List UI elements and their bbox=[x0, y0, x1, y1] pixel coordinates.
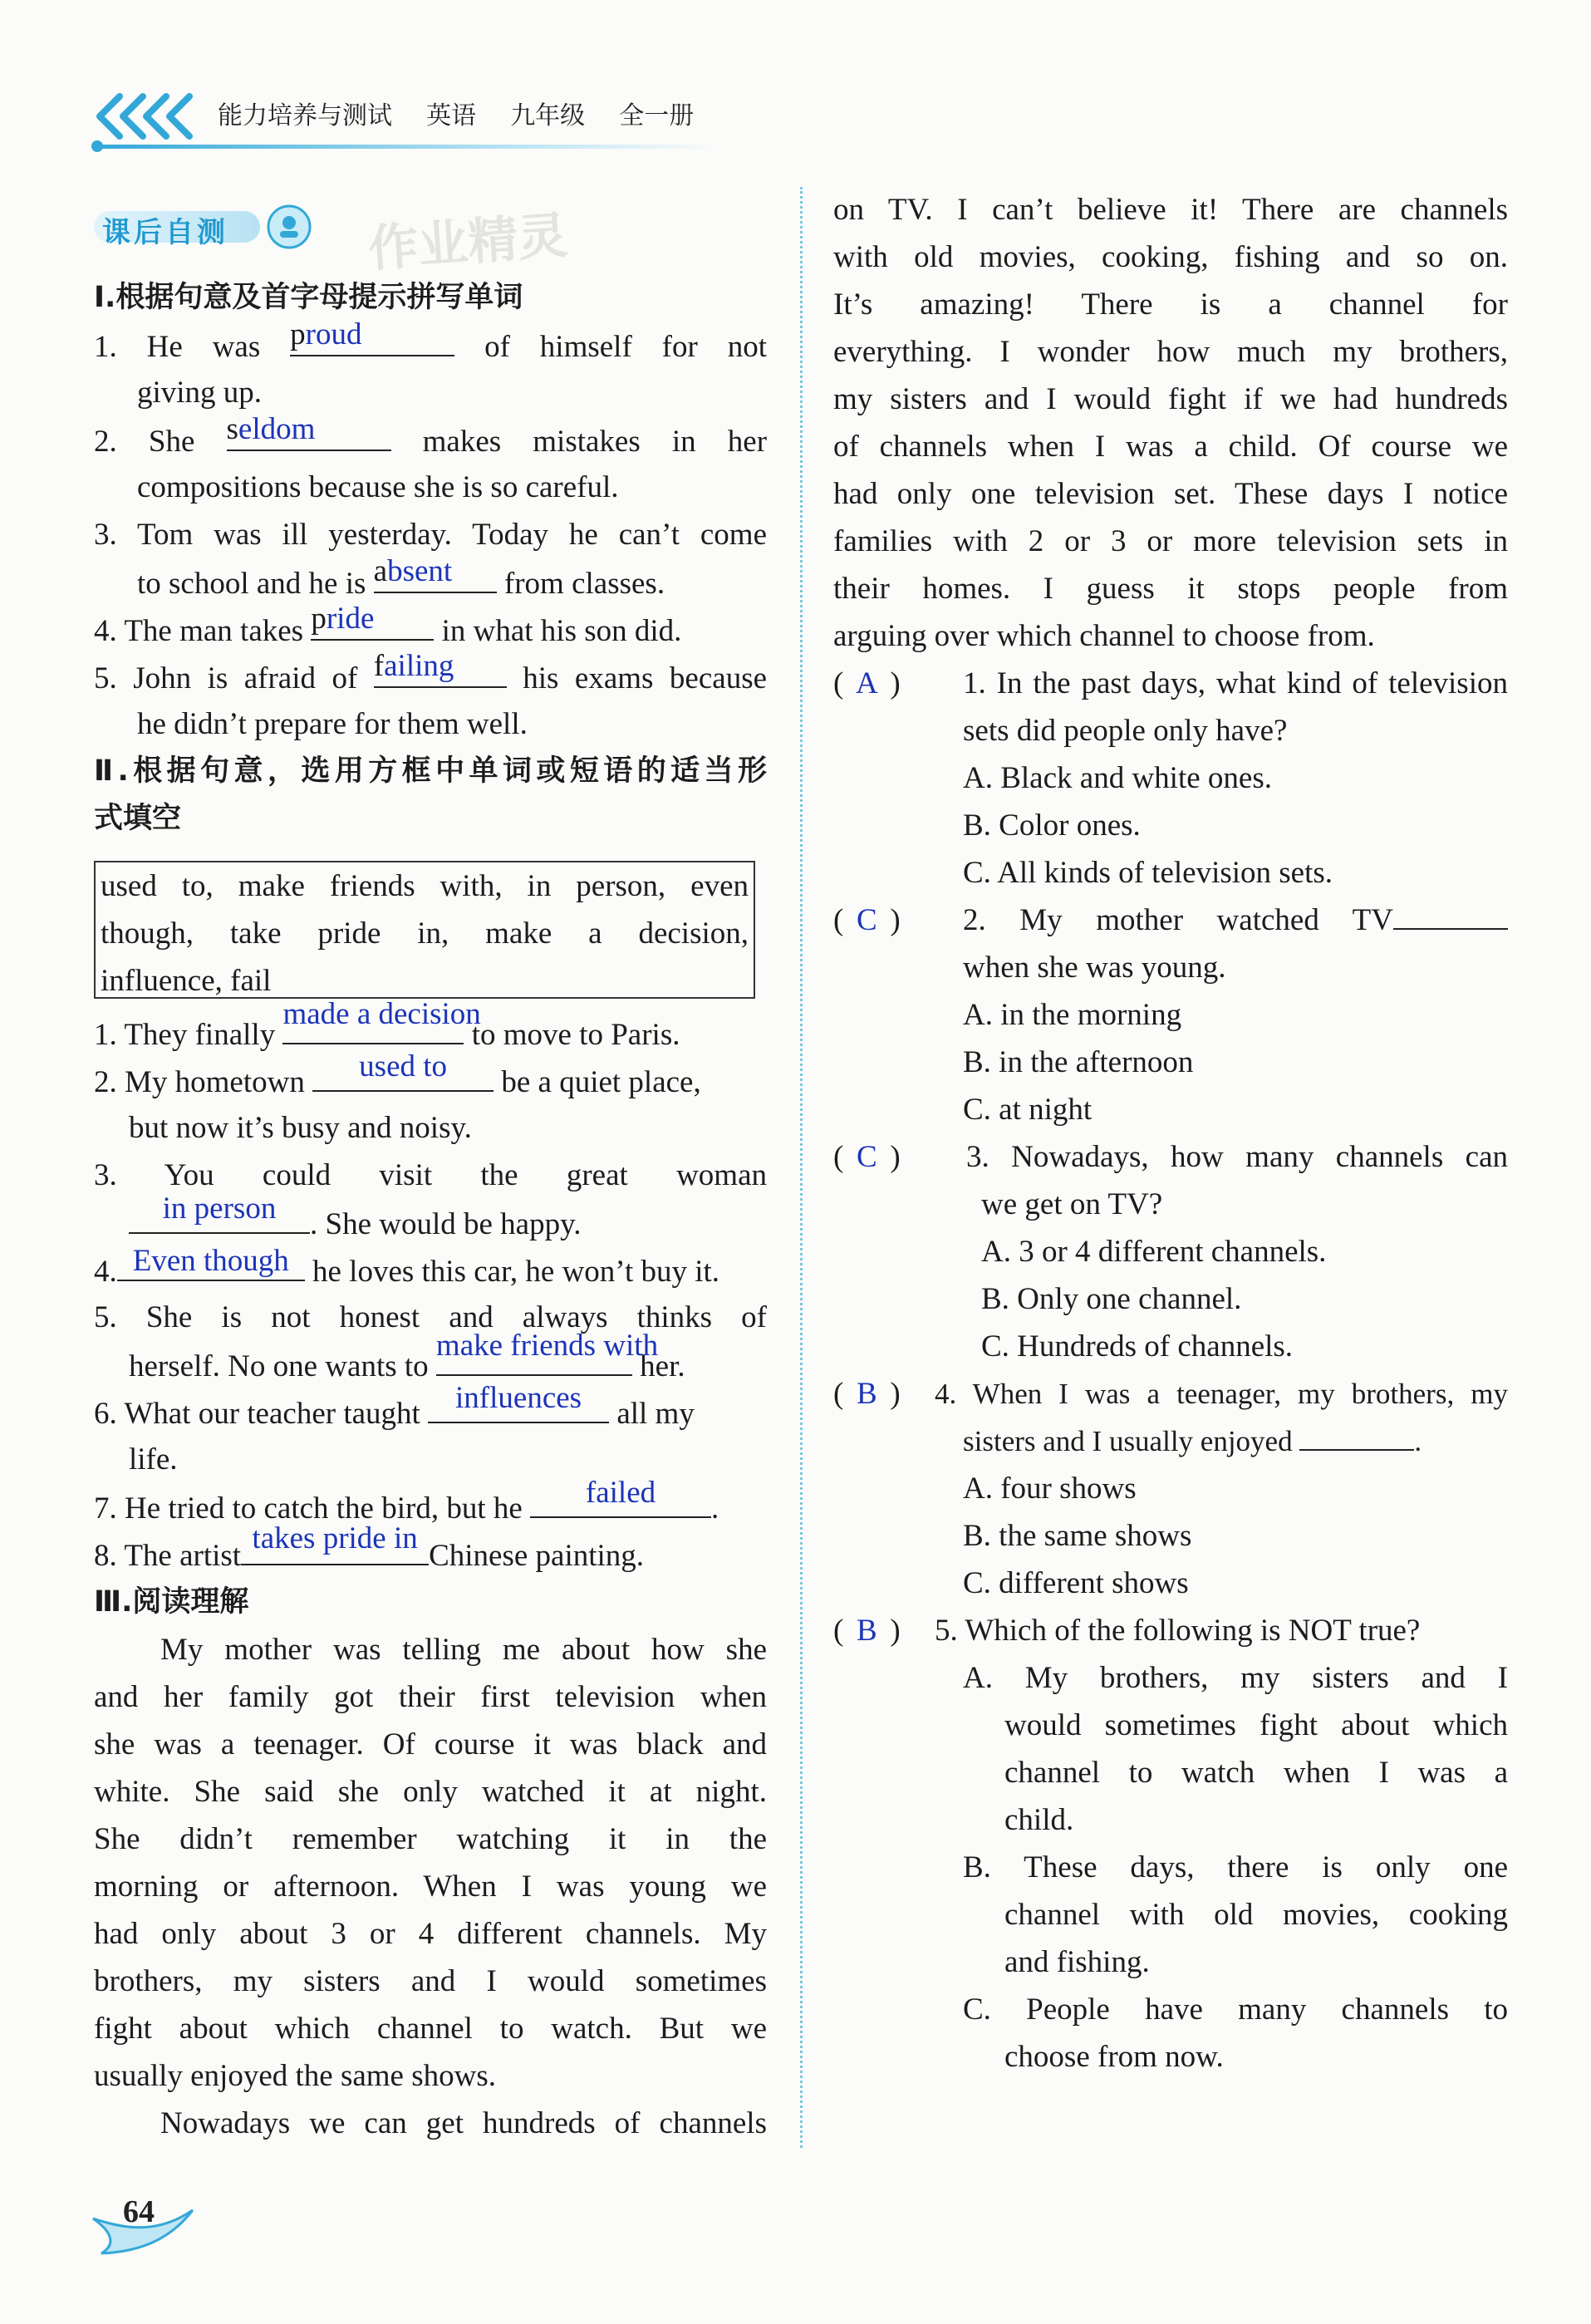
list-item: 6. What our teacher taught influences all my bbox=[94, 1381, 695, 1431]
option[interactable]: A. Black and white ones. bbox=[963, 761, 1272, 795]
option[interactable]: B. the same shows bbox=[963, 1519, 1192, 1553]
option[interactable]: B. Only one channel. bbox=[981, 1282, 1242, 1316]
option[interactable]: C. different shows bbox=[963, 1566, 1189, 1600]
list-item: 5. She is not honest and always thinks of bbox=[94, 1300, 767, 1334]
list-item: 2. My hometown used to be a quiet place, bbox=[94, 1049, 701, 1099]
option[interactable]: B. These days, there is only one bbox=[963, 1850, 1508, 1884]
list-item: 2. She seldom makes mistakes in her bbox=[94, 412, 768, 459]
answer-text[interactable]: C bbox=[856, 1140, 877, 1174]
question: ( C ) 3. Nowadays, how many channels can we get on TV? A. 3 or 4 different channels. B. Only one channel. C. Hundreds of channels. bbox=[833, 1133, 1508, 1370]
answer-blank[interactable] bbox=[241, 1521, 429, 1565]
answer-text[interactable]: A bbox=[855, 666, 878, 700]
option[interactable]: A. in the morning bbox=[963, 998, 1182, 1032]
page-number: 64 bbox=[123, 2194, 155, 2229]
answer-text: takes pride in bbox=[252, 1521, 418, 1555]
answer-text: make friends with bbox=[435, 1329, 659, 1363]
answer-blank[interactable] bbox=[1299, 1424, 1414, 1451]
answer-blank[interactable] bbox=[1393, 903, 1508, 930]
answer-blank[interactable] bbox=[428, 1381, 609, 1423]
option[interactable]: A. My brothers, my sisters and I bbox=[963, 1661, 1508, 1695]
option[interactable]: A. four shows bbox=[963, 1472, 1137, 1506]
part1-title: Ⅰ.根据句意及首字母提示拼写单词 bbox=[94, 281, 523, 314]
passage-left: My mother was telling me about how she and her family got their first television when she was a teenager. Of course it was black and white. She said she only watched it at night. She didn’t remember watching it in the morning or afternoon. When I was young we had only about 3 or 4 different channels. My brothers, my sisters and I would sometimes fight about which channel to watch. But we usually enjoyed the same shows. Nowadays we can get hundreds of channels bbox=[94, 1633, 767, 2140]
option[interactable]: C. at night bbox=[963, 1093, 1093, 1127]
option[interactable]: C. People have many channels to bbox=[963, 1992, 1508, 2027]
answer-blank[interactable] bbox=[129, 1191, 310, 1234]
header-volume: 全一册 bbox=[619, 101, 695, 130]
answer-blank[interactable] bbox=[312, 1049, 494, 1092]
answer-blank[interactable]: proud bbox=[290, 322, 454, 356]
option[interactable]: C. Hundreds of channels. bbox=[981, 1329, 1294, 1363]
list-item: 1. He was proud of himself for not bbox=[94, 317, 768, 364]
answer-blank[interactable]: seldom bbox=[227, 416, 391, 451]
answer-blank[interactable]: absent bbox=[374, 558, 497, 593]
right-column bbox=[833, 186, 1508, 2081]
watermark: 作业精灵 bbox=[366, 206, 570, 279]
header-book: 能力培养与测试 bbox=[218, 101, 392, 130]
answer-text: eldom bbox=[238, 412, 316, 446]
list-item: 4. The man takes pride in what his son did. bbox=[94, 602, 682, 648]
header-subject: 英语 bbox=[426, 101, 477, 130]
part2-title: Ⅱ.根据句意，选用方框中单词或短语的适当形 式填空 bbox=[94, 754, 767, 835]
answer-text: ride bbox=[326, 602, 375, 636]
answer-text: bsent bbox=[387, 554, 453, 588]
answer-text: influences bbox=[455, 1381, 582, 1415]
list-item: 5. John is afraid of failing his exams because bbox=[94, 649, 768, 695]
header-rule bbox=[95, 145, 718, 149]
answer-text: used to bbox=[359, 1049, 448, 1083]
answer-blank[interactable]: failing bbox=[374, 653, 507, 688]
column-divider bbox=[800, 187, 803, 2148]
answer-blank[interactable] bbox=[117, 1246, 305, 1281]
list-item: 3. Tom was ill yesterday. Today he can’t come bbox=[94, 518, 767, 552]
word-box: used to, make friends with, in person, even though, take pride in, make a decision, influence, fail bbox=[94, 861, 755, 999]
option[interactable]: A. 3 or 4 different channels. bbox=[981, 1235, 1327, 1269]
section-banner bbox=[94, 199, 570, 279]
answer-text[interactable]: C bbox=[856, 903, 877, 937]
option[interactable]: B. Color ones. bbox=[963, 808, 1141, 843]
question: ( B ) 5. Which of the following is NOT true? A. My brothers, my sisters and I would sometimes fight about which channel to watch when I was a child. B. These days, there is only one channel with old movies, cooking and fishing. C. People have many channels to choose from now. bbox=[833, 1607, 1508, 2081]
answer-text: ailing bbox=[384, 649, 454, 683]
answer-text: failed bbox=[585, 1476, 656, 1510]
passage-right: on TV. I can’t believe it! There are channels with old movies, cooking, fishing and so on. It’s amazing! There is a channel for everything. I wonder how much my brothers, my sisters and I would fight if we had hundreds of channels when I was a child. Of course we had only one television set. These days I notice families with 2 or 3 or more television sets in their homes. I guess it stops people from arguing over which channel to choose from. bbox=[833, 193, 1508, 653]
list-item: 4. Even though he loves this car, he won’t buy it. bbox=[94, 1244, 720, 1289]
answer-text[interactable]: B bbox=[856, 1377, 877, 1411]
answer-text: in person bbox=[162, 1191, 277, 1226]
question: ( C ) 2. My mother watched TV when she was young. A. in the morning B. in the afternoon C. at night bbox=[833, 897, 1508, 1133]
answer-text: Even though bbox=[132, 1244, 289, 1278]
list-item: 3. You could visit the great woman bbox=[94, 1158, 767, 1192]
answer-blank[interactable]: pride bbox=[311, 606, 434, 641]
question: ( B ) 4. When I was a teenager, my brothers, my sisters and I usually enjoyed . A. four shows B. the same shows C. different shows bbox=[833, 1370, 1508, 1607]
answer-text: roud bbox=[305, 317, 362, 351]
header-grade: 九年级 bbox=[510, 101, 586, 130]
list-item: 1. They finally made a decision to move to Paris. bbox=[94, 997, 680, 1052]
list-item: 7. He tried to catch the bird, but he failed . bbox=[94, 1476, 719, 1526]
part1-list: 1. He was proud of himself for not giving up. 2. She seldom makes mistakes in her compositions because she is so careful. 3. Tom was ill yesterday. Today he can’t come to school and he is absent from classes. 4. The man takes pride in what his son did. 5. John is afraid of failing his exams because he didn’t prepare for them well. bbox=[94, 317, 768, 741]
page-number-badge bbox=[90, 2194, 198, 2260]
option[interactable]: C. All kinds of television sets. bbox=[963, 856, 1333, 890]
question: ( A ) 1. In the past days, what kind of television sets did people only have? A. Black and white ones. B. Color ones. C. All kinds of television sets. bbox=[833, 660, 1508, 897]
banner-badge-icon bbox=[267, 204, 312, 249]
list-item: 8. The artist takes pride in Chinese painting. bbox=[94, 1521, 645, 1573]
section-banner-title: 课后自测 bbox=[102, 216, 228, 249]
answer-text[interactable]: B bbox=[856, 1614, 877, 1648]
header bbox=[91, 83, 723, 158]
answer-blank[interactable] bbox=[435, 1329, 659, 1376]
answer-blank[interactable] bbox=[282, 997, 481, 1044]
option[interactable]: B. in the afternoon bbox=[963, 1045, 1194, 1079]
answer-text: made a decision bbox=[282, 997, 481, 1031]
answer-blank[interactable] bbox=[530, 1476, 711, 1518]
chevrons-icon bbox=[91, 91, 199, 141]
part2-list: 1. They finally made a decision to move to Paris. 2. My hometown used to be a quiet place, but now it’s busy and noisy. 3. You could visit the great woman in person . She would be happy. 4. Even though he loves this car, he won’t buy it. 5. She is not honest and always thinks of herself. No one wants to make friends with her. 6. What our teacher taught influences all my life. 7. He tried to catch the bird, but he failed . 8. The artist takes pride in Chinese painting. bbox=[94, 1010, 767, 1578]
part3-title: Ⅲ.阅读理解 bbox=[94, 1585, 249, 1619]
